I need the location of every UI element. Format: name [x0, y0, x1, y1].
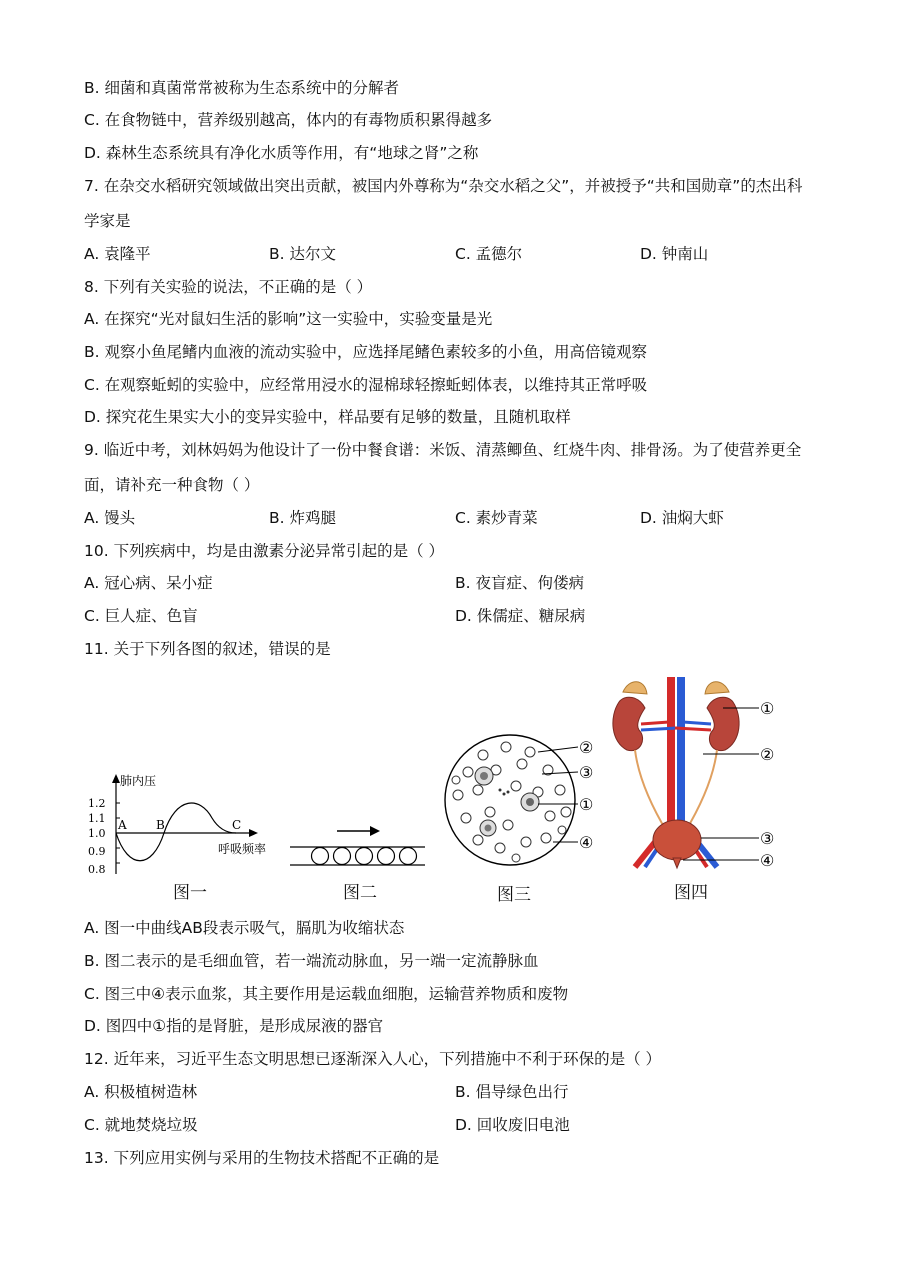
- q6-option-d: D. 森林生态系统具有净化水质等作用，有“地球之肾”之称: [84, 144, 479, 162]
- fig1-tick-1-0: 1.0: [88, 827, 106, 840]
- q11-option-c: C. 图三中④表示血浆，其主要作用是运载血细胞，运输营养物质和废物: [84, 985, 569, 1003]
- fig1-tick-1-1: 1.1: [88, 812, 106, 825]
- q12-option-c: C. 就地焚烧垃圾: [84, 1116, 198, 1134]
- fig4-caption: 图四: [674, 883, 708, 903]
- q11-option-b: B. 图二表示的是毛细血管，若一端流动脉血，另一端一定流静脉血: [84, 952, 539, 970]
- q11-option-a: A. 图一中曲线AB段表示吸气，膈肌为收缩状态: [84, 919, 405, 937]
- q12-option-a: A. 积极植树造林: [84, 1083, 198, 1101]
- fig4-label-3: ③: [760, 829, 775, 848]
- q7-option-a: A. 袁隆平: [84, 245, 151, 263]
- q12-option-d: D. 回收废旧电池: [455, 1116, 570, 1134]
- q12-stem: 12. 近年来，习近平生态文明思想已逐渐深入人心，下列措施中不利于环保的是（ ）: [84, 1050, 662, 1068]
- q10-option-a: A. 冠心病、呆小症: [84, 574, 213, 592]
- q12-option-b: B. 倡导绿色出行: [455, 1083, 569, 1101]
- fig1-caption: 图一: [173, 883, 207, 903]
- fig3-caption: 图三: [497, 885, 531, 905]
- fig3-label-2: ②: [579, 738, 594, 757]
- q7-option-c: C. 孟德尔: [455, 245, 523, 263]
- fig4-label-4: ④: [760, 851, 775, 870]
- fig3-label-3: ③: [579, 763, 594, 782]
- fig4-label-1: ①: [760, 699, 775, 718]
- fig1-point-b: B: [156, 818, 165, 832]
- q10-stem: 10. 下列疾病中，均是由激素分泌异常引起的是（ ）: [84, 542, 445, 560]
- fig2-caption: 图二: [343, 883, 377, 903]
- q8-stem: 8. 下列有关实验的说法，不正确的是（ ）: [84, 278, 373, 296]
- q6-option-c: C. 在食物链中，营养级别越高，体内的有毒物质积累得越多: [84, 111, 493, 129]
- fig1-tick-0-8: 0.8: [88, 863, 106, 876]
- fig1-point-c: C: [232, 818, 242, 832]
- fig1-tick-1-2: 1.2: [88, 797, 106, 810]
- q11-option-d: D. 图四中①指的是肾脏，是形成尿液的器官: [84, 1017, 384, 1035]
- q9-option-a: A. 馒头: [84, 509, 136, 527]
- fig4-label-2: ②: [760, 745, 775, 764]
- q10-option-d: D. 侏儒症、糖尿病: [455, 607, 586, 625]
- fig4-urinary-system: [605, 672, 795, 872]
- q6-option-b: B. 细菌和真菌常常被称为生态系统中的分解者: [84, 79, 399, 97]
- q10-option-b: B. 夜盲症、佝偻病: [455, 574, 584, 592]
- fig1-pressure-curve: [80, 770, 280, 880]
- q7-option-d: D. 钟南山: [640, 245, 709, 263]
- fig3-label-4: ④: [579, 833, 594, 852]
- fig1-xlabel: 呼吸频率: [218, 842, 267, 856]
- q8-option-b: B. 观察小鱼尾鳍内血液的流动实验中，应选择尾鳍色素较多的小鱼，用高倍镜观察: [84, 343, 647, 361]
- q11-stem: 11. 关于下列各图的叙述，错误的是: [84, 640, 331, 658]
- fig3-label-1: ①: [579, 795, 594, 814]
- q9-option-b: B. 炸鸡腿: [269, 509, 336, 527]
- q9-stem-line1: 9. 临近中考，刘林妈妈为他设计了一份中餐食谱：米饭、清蒸鲫鱼、红烧牛肉、排骨汤。为了使营养更全: [84, 441, 802, 459]
- q8-option-c: C. 在观察蚯蚓的实验中，应经常用浸水的湿棉球轻擦蚯蚓体表，以维持其正常呼吸: [84, 376, 648, 394]
- q8-option-d: D. 探究花生果实大小的变异实验中，样品要有足够的数量，且随机取样: [84, 408, 571, 426]
- q10-option-c: C. 巨人症、色盲: [84, 607, 198, 625]
- q7-stem-line1: 7. 在杂交水稻研究领域做出突出贡献，被国内外尊称为“杂交水稻之父”，并被授予“共和国勋章”的杰出科: [84, 177, 803, 195]
- q7-option-b: B. 达尔文: [269, 245, 336, 263]
- fig1-tick-0-9: 0.9: [88, 845, 106, 858]
- q13-stem: 13. 下列应用实例与采用的生物技术搭配不正确的是: [84, 1149, 440, 1167]
- fig1-ylabel: 肺内压: [120, 774, 157, 788]
- q9-option-d: D. 油焖大虾: [640, 509, 724, 527]
- q9-option-c: C. 素炒青菜: [455, 509, 538, 527]
- q9-stem-line2: 面，请补充一种食物（ ）: [84, 476, 260, 494]
- q8-option-a: A. 在探究“光对鼠妇生活的影响”这一实验中，实验变量是光: [84, 310, 493, 328]
- fig3-blood-smear: [438, 730, 608, 870]
- fig1-point-a: A: [118, 818, 127, 832]
- q7-stem-line2: 学家是: [84, 212, 131, 230]
- fig2-capillary: [285, 820, 430, 870]
